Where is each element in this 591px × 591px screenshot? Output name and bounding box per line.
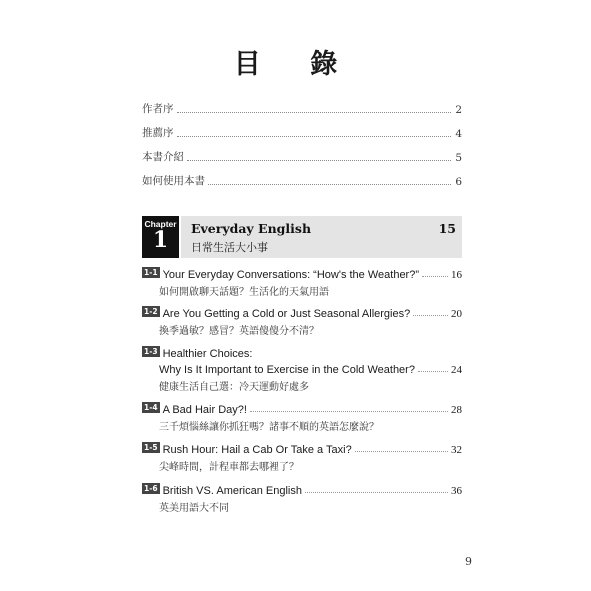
- page-number: 9: [465, 555, 472, 568]
- toc-entry[interactable]: [142, 344, 462, 393]
- entry-subtitle-zh: 尖峰時間，計程車都去哪裡了？: [159, 462, 299, 473]
- dot-leader: [422, 276, 448, 277]
- section-badge: 1-3: [144, 347, 158, 356]
- entry-subtitle-zh: 健康生活自己選：冷天運動好處多: [159, 382, 309, 393]
- page-title: 目 錄: [233, 49, 358, 80]
- chapter-number: 1: [152, 227, 169, 253]
- section-badge: 1-1: [144, 268, 158, 277]
- toc-row-page: 5: [455, 152, 462, 164]
- dot-leader: [177, 112, 452, 113]
- entry-page: 32: [451, 444, 462, 456]
- chapter-number-box: [142, 216, 179, 258]
- entry-title: Are You Getting a Cold or Just Seasonal Allergies?: [162, 308, 411, 320]
- entry-title-line-2: Why Is It Important to Exercise in the Cold Weather?: [159, 364, 415, 376]
- dot-leader: [187, 160, 451, 161]
- entry-title: Rush Hour: Hail a Cab Or Take a Taxi?: [162, 444, 352, 456]
- toc-row-label: 推薦序: [142, 127, 174, 139]
- section-badge: 1-5: [144, 443, 158, 452]
- dot-leader: [177, 136, 452, 137]
- toc-row-introduction[interactable]: [142, 148, 462, 164]
- toc-entry[interactable]: [142, 440, 462, 473]
- entry-title: Your Everyday Conversations: “How's the Weather?”: [162, 269, 420, 281]
- dot-leader: [355, 451, 448, 452]
- toc-row-page: 4: [455, 128, 462, 140]
- toc-entry[interactable]: [142, 400, 462, 433]
- toc-row-how-to-use[interactable]: [142, 172, 462, 188]
- toc-entry[interactable]: [142, 481, 462, 514]
- dot-leader: [418, 371, 448, 372]
- section-badge: 1-2: [144, 307, 158, 316]
- dot-leader: [250, 411, 448, 412]
- entry-title: A Bad Hair Day?!: [162, 404, 247, 416]
- dot-leader: [413, 315, 448, 316]
- entry-page: 28: [451, 404, 462, 416]
- toc-row-label: 作者序: [142, 103, 174, 115]
- entry-page: 24: [451, 364, 462, 376]
- entry-subtitle-zh: 如何開啟聊天話題？生活化的天氣用語: [159, 287, 329, 298]
- toc-entry[interactable]: [142, 265, 462, 298]
- toc-row-label: 本書介紹: [142, 151, 184, 163]
- entry-title: British VS. American English: [162, 485, 302, 497]
- dot-leader: [208, 184, 451, 185]
- entry-subtitle-zh: 換季過敏？感冒？英語傻傻分不清？: [159, 326, 319, 337]
- entry-page: 36: [451, 485, 462, 497]
- toc-entry[interactable]: [142, 304, 462, 337]
- entry-subtitle-zh: 三千煩惱絲讓你抓狂嗎？諸事不順的英語怎麼說？: [159, 422, 379, 433]
- toc-row-page: 2: [455, 104, 462, 116]
- chapter-heading[interactable]: [142, 216, 462, 258]
- chapter-label: Chapter: [144, 219, 177, 229]
- chapter-title-band: [181, 216, 462, 258]
- entry-page: 20: [451, 308, 462, 320]
- chapter-page: 15: [438, 221, 456, 236]
- section-badge: 1-6: [144, 484, 158, 493]
- chapter-title-en: Everyday English: [191, 221, 312, 236]
- toc-row-page: 6: [455, 176, 462, 188]
- toc-row-recommendation[interactable]: [142, 124, 462, 140]
- entry-subtitle-zh: 英美用語大不同: [159, 503, 229, 514]
- chapter-title-zh: 日常生活大小事: [191, 241, 268, 254]
- toc-row-preface[interactable]: [142, 100, 462, 116]
- dot-leader: [305, 492, 448, 493]
- entry-title-line-1: Healthier Choices:: [162, 348, 253, 360]
- toc-row-label: 如何使用本書: [142, 175, 205, 187]
- entry-page: 16: [451, 269, 462, 281]
- section-badge: 1-4: [144, 403, 158, 412]
